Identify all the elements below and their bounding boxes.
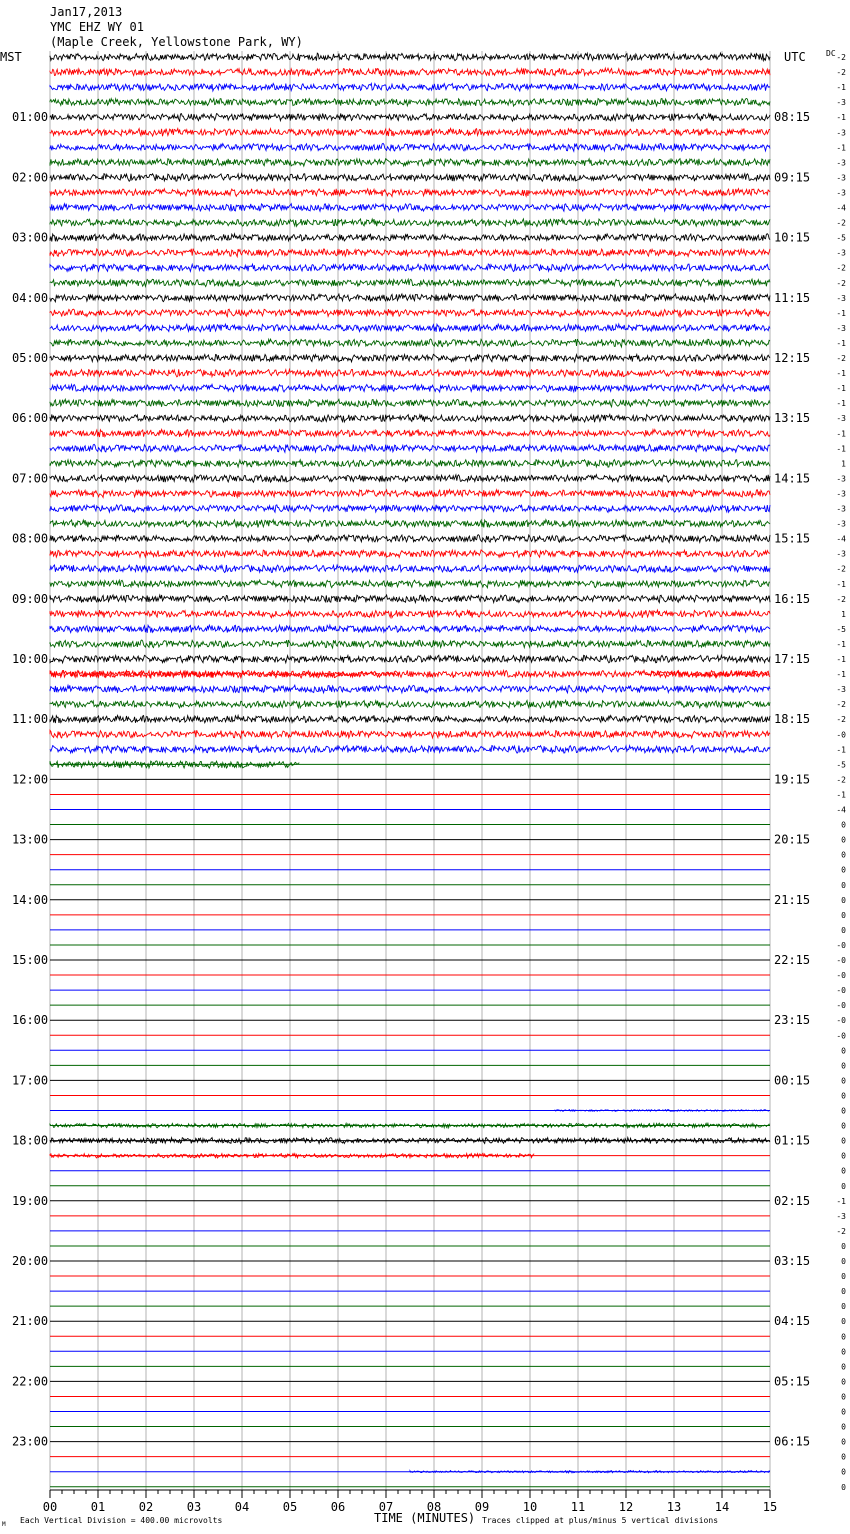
trace-row-36 bbox=[50, 595, 770, 603]
trace-row-38 bbox=[50, 625, 770, 633]
dc-offset-label: -1 bbox=[836, 308, 846, 318]
dc-offset-label: -0 bbox=[836, 1016, 846, 1026]
header-location: (Maple Creek, Yellowstone Park, WY) bbox=[50, 35, 303, 49]
dc-offset-label: -2 bbox=[836, 354, 846, 363]
dc-offset-label: -2 bbox=[836, 278, 846, 288]
right-hour-label: 20:15 bbox=[774, 832, 811, 847]
dc-offset-label: -3 bbox=[836, 293, 846, 303]
trace-row-30 bbox=[50, 505, 770, 513]
trace-row-5 bbox=[50, 128, 770, 136]
left-hour-label: 03:00 bbox=[12, 230, 49, 245]
right-hour-label: 05:15 bbox=[774, 1374, 811, 1389]
dc-offset-label: -5 bbox=[836, 624, 846, 634]
trace-row-17 bbox=[50, 309, 770, 317]
trace-row-28 bbox=[50, 475, 770, 483]
left-hour-label: 05:00 bbox=[12, 351, 49, 365]
x-tick-label: 14 bbox=[714, 1500, 730, 1514]
right-hour-label: 13:15 bbox=[774, 411, 811, 426]
dc-offset-label: 0 bbox=[841, 910, 846, 920]
dc-offset-label: 0 bbox=[841, 1166, 846, 1176]
right-hour-label: 03:15 bbox=[774, 1254, 811, 1268]
dc-offset-label: 0 bbox=[841, 1422, 846, 1432]
trace-row-19 bbox=[50, 339, 770, 347]
trace-row-34 bbox=[50, 565, 770, 573]
dc-offset-label: -3 bbox=[836, 248, 846, 258]
trace-row-33 bbox=[50, 550, 770, 558]
left-hour-label: 18:00 bbox=[12, 1133, 49, 1148]
trace-row-2 bbox=[50, 83, 770, 91]
left-hour-label: 01:00 bbox=[12, 110, 49, 125]
dc-offset-label: 0 bbox=[841, 1046, 846, 1056]
trace-row-9 bbox=[50, 189, 770, 197]
x-tick-label: 09 bbox=[474, 1500, 490, 1514]
trace-row-37 bbox=[50, 610, 770, 618]
corner-mark: M bbox=[2, 1521, 6, 1528]
dc-offset-label: -4 bbox=[836, 805, 846, 815]
right-hour-label: 12:15 bbox=[774, 351, 811, 365]
trace-row-0 bbox=[50, 53, 770, 61]
dc-offset-label: 0 bbox=[841, 1332, 846, 1342]
right-hour-label: 09:15 bbox=[774, 170, 811, 185]
x-tick-label: 01 bbox=[90, 1500, 106, 1514]
x-tick-label: 04 bbox=[234, 1500, 250, 1514]
dc-offset-label: 1 bbox=[841, 609, 846, 619]
left-axis-title: MST bbox=[0, 50, 22, 64]
right-hour-label: 19:15 bbox=[774, 772, 811, 787]
right-hour-label: 21:15 bbox=[774, 892, 811, 907]
dc-offset-label: -3 bbox=[836, 158, 846, 168]
header-date: Jan17,2013 bbox=[50, 5, 123, 19]
dc-offset-label: -3 bbox=[836, 519, 846, 529]
trace-row-35 bbox=[50, 580, 770, 588]
dc-offset-label: 0 bbox=[841, 1347, 846, 1357]
right-hour-label: 18:15 bbox=[774, 712, 811, 727]
right-hour-label: 08:15 bbox=[774, 110, 811, 125]
x-tick-label: 11 bbox=[570, 1500, 586, 1514]
left-hour-label: 17:00 bbox=[12, 1073, 49, 1088]
dc-offset-label: 0 bbox=[841, 1091, 846, 1101]
dc-offset-label: -2 bbox=[836, 594, 846, 604]
left-hour-label: 10:00 bbox=[12, 652, 49, 666]
right-hour-label: 11:15 bbox=[774, 290, 811, 305]
trace-row-44 bbox=[50, 715, 770, 723]
x-tick-label: 12 bbox=[618, 1500, 634, 1514]
trace-row-6 bbox=[50, 143, 770, 151]
trace-row-14 bbox=[50, 264, 770, 272]
trace-row-18 bbox=[50, 324, 770, 332]
dc-offset-label: -1 bbox=[836, 670, 846, 680]
dc-offset-label: -3 bbox=[836, 323, 846, 333]
left-hour-label: 20:00 bbox=[12, 1254, 49, 1268]
dc-offset-label: -3 bbox=[836, 1211, 846, 1221]
x-tick-label: 13 bbox=[666, 1500, 682, 1514]
dc-offset-label: 0 bbox=[841, 925, 846, 935]
clip-note: Traces clipped at plus/minus 5 vertical divisions bbox=[482, 1516, 719, 1525]
trace-row-4 bbox=[50, 114, 770, 122]
dc-offset-label: 0 bbox=[841, 835, 846, 845]
left-hour-label: 16:00 bbox=[12, 1013, 49, 1028]
dc-offset-label: 1 bbox=[841, 459, 846, 469]
trace-row-8 bbox=[50, 174, 770, 182]
trace-row-46 bbox=[50, 746, 770, 754]
dc-offset-label: -3 bbox=[836, 504, 846, 514]
x-tick-label: 10 bbox=[522, 1500, 538, 1514]
dc-offset-label: -2 bbox=[836, 700, 846, 710]
left-hour-label: 19:00 bbox=[12, 1193, 49, 1208]
right-hour-label: 02:15 bbox=[774, 1193, 811, 1208]
dc-offset-label: -0 bbox=[836, 730, 846, 740]
dc-offset-labels bbox=[836, 53, 846, 1492]
x-axis-label: TIME (MINUTES) bbox=[374, 1511, 476, 1525]
right-hour-label: 22:15 bbox=[774, 953, 811, 967]
dc-offset-label: 0 bbox=[841, 1151, 846, 1161]
left-hour-label: 04:00 bbox=[12, 290, 49, 305]
left-hour-label: 02:00 bbox=[12, 170, 49, 185]
dc-offset-label: -2 bbox=[836, 53, 846, 62]
dc-offset-label: 0 bbox=[841, 1482, 846, 1492]
dc-offset-label: 0 bbox=[841, 850, 846, 860]
dc-offset-label: -1 bbox=[836, 384, 846, 394]
right-hour-label: 23:15 bbox=[774, 1013, 811, 1028]
trace-row-41-segment-0 bbox=[50, 670, 208, 678]
left-hour-label: 12:00 bbox=[12, 772, 49, 787]
dc-offset-label: -1 bbox=[836, 790, 846, 800]
dc-offset-label: -3 bbox=[836, 128, 846, 138]
dc-offset-label: 0 bbox=[841, 1407, 846, 1417]
trace-row-23 bbox=[50, 399, 770, 407]
right-hour-label: 17:15 bbox=[774, 652, 811, 666]
trace-row-22 bbox=[50, 384, 770, 392]
dc-offset-label: 0 bbox=[841, 1241, 846, 1251]
trace-row-94-segment-0 bbox=[410, 1471, 770, 1473]
trace-row-70-segment-0 bbox=[554, 1110, 770, 1112]
dc-offset-label: 0 bbox=[841, 1272, 846, 1282]
left-hour-label: 13:00 bbox=[12, 832, 49, 847]
x-tick-label: 02 bbox=[138, 1500, 154, 1514]
dc-offset-label: -5 bbox=[836, 760, 846, 770]
trace-row-24 bbox=[50, 415, 770, 423]
trace-row-32 bbox=[50, 535, 770, 543]
right-hour-label: 00:15 bbox=[774, 1073, 811, 1088]
dc-offset-label: 0 bbox=[841, 1287, 846, 1297]
dc-offset-label: 0 bbox=[841, 1437, 846, 1447]
dc-offset-label: -2 bbox=[836, 68, 846, 78]
right-hour-labels bbox=[774, 110, 810, 1448]
dc-offset-label: -3 bbox=[836, 474, 846, 484]
dc-offset-label: 0 bbox=[841, 1377, 846, 1387]
dc-offset-label: -1 bbox=[836, 745, 846, 755]
dc-offset-label: 0 bbox=[841, 1302, 846, 1312]
dc-offset-label: -1 bbox=[836, 444, 846, 454]
trace-row-20 bbox=[50, 354, 770, 362]
trace-row-43 bbox=[50, 700, 770, 708]
dc-offset-label: 0 bbox=[841, 1181, 846, 1191]
trace-row-39 bbox=[50, 640, 770, 648]
right-hour-label: 10:15 bbox=[774, 230, 811, 245]
trace-row-45 bbox=[50, 730, 770, 738]
x-tick-label: 15 bbox=[762, 1500, 778, 1514]
left-hour-label: 07:00 bbox=[12, 471, 49, 486]
left-hour-label: 14:00 bbox=[12, 892, 49, 907]
trace-row-25 bbox=[50, 429, 770, 437]
dc-offset-label: 0 bbox=[841, 1076, 846, 1086]
trace-row-3 bbox=[50, 98, 770, 106]
left-hour-label: 22:00 bbox=[12, 1374, 49, 1389]
dc-offset-label: -1 bbox=[836, 338, 846, 348]
dc-offset-label: -3 bbox=[836, 549, 846, 559]
dc-offset-label: -5 bbox=[836, 233, 846, 243]
dc-offset-label: -3 bbox=[836, 188, 846, 198]
dc-offset-label: -1 bbox=[836, 1196, 846, 1206]
dc-offset-label: 0 bbox=[841, 820, 846, 830]
dc-offset-label: -4 bbox=[836, 534, 846, 544]
dc-offset-label: 0 bbox=[841, 895, 846, 905]
dc-offset-label: 0 bbox=[841, 1317, 846, 1327]
trace-row-10 bbox=[50, 204, 770, 212]
trace-row-16 bbox=[50, 294, 770, 302]
trace-row-42 bbox=[50, 685, 770, 693]
left-hour-label: 08:00 bbox=[12, 531, 49, 546]
trace-row-15 bbox=[50, 279, 770, 287]
trace-row-27 bbox=[50, 460, 770, 468]
header-station: YMC EHZ WY 01 bbox=[50, 20, 144, 34]
right-hour-label: 04:15 bbox=[774, 1314, 811, 1329]
dc-offset-label: -2 bbox=[836, 715, 846, 725]
dc-offset-label: 0 bbox=[841, 1121, 846, 1131]
x-tick-label: 08 bbox=[426, 1500, 442, 1514]
dc-offset-label: 0 bbox=[841, 865, 846, 875]
dc-offset-label: -2 bbox=[836, 564, 846, 574]
left-hour-label: 21:00 bbox=[12, 1314, 49, 1329]
right-axis-title: UTC bbox=[784, 50, 806, 64]
dc-offset-label: 0 bbox=[841, 880, 846, 890]
dc-label: DC bbox=[826, 49, 836, 58]
dc-offset-label: 0 bbox=[841, 1362, 846, 1372]
dc-offset-label: -0 bbox=[836, 940, 846, 950]
dc-offset-label: -1 bbox=[836, 143, 846, 153]
dc-offset-label: -2 bbox=[836, 218, 846, 228]
dc-offset-label: -3 bbox=[836, 685, 846, 695]
left-hour-label: 06:00 bbox=[12, 411, 49, 426]
dc-offset-label: 0 bbox=[841, 1392, 846, 1402]
dc-offset-label: 0 bbox=[841, 1061, 846, 1071]
trace-row-7 bbox=[50, 159, 770, 167]
trace-row-31 bbox=[50, 520, 770, 528]
right-hour-label: 16:15 bbox=[774, 591, 811, 606]
dc-offset-label: -1 bbox=[836, 83, 846, 93]
dc-offset-label: -0 bbox=[836, 1001, 846, 1011]
dc-offset-label: -4 bbox=[836, 203, 846, 213]
dc-offset-label: -0 bbox=[836, 956, 846, 965]
dc-offset-label: -1 bbox=[836, 369, 846, 379]
x-tick-label: 03 bbox=[186, 1500, 202, 1514]
dc-offset-label: 0 bbox=[841, 1467, 846, 1477]
trace-row-21 bbox=[50, 369, 770, 377]
dc-offset-label: 0 bbox=[841, 1106, 846, 1116]
dc-offset-label: -3 bbox=[836, 489, 846, 499]
trace-row-11 bbox=[50, 219, 770, 227]
dc-offset-label: -1 bbox=[836, 655, 846, 664]
trace-row-1 bbox=[50, 68, 770, 76]
left-hour-labels bbox=[12, 110, 48, 1448]
trace-group bbox=[50, 53, 770, 1487]
dc-offset-label: 0 bbox=[841, 1452, 846, 1462]
dc-offset-label: 0 bbox=[841, 1257, 846, 1266]
trace-row-13 bbox=[50, 249, 770, 257]
scale-note: Each Vertical Division = 400.00 microvolts bbox=[20, 1516, 223, 1525]
dc-offset-label: -3 bbox=[836, 98, 846, 108]
dc-offset-label: -0 bbox=[836, 986, 846, 996]
dc-offset-label: -2 bbox=[836, 775, 846, 785]
trace-row-40 bbox=[50, 655, 770, 663]
left-hour-label: 09:00 bbox=[12, 591, 49, 606]
left-hour-label: 11:00 bbox=[12, 712, 49, 727]
dc-offset-label: -3 bbox=[836, 414, 846, 424]
left-hour-label: 23:00 bbox=[12, 1434, 49, 1449]
trace-row-12 bbox=[50, 234, 770, 242]
right-hour-label: 14:15 bbox=[774, 471, 811, 486]
trace-row-29 bbox=[50, 490, 770, 498]
dc-offset-label: -1 bbox=[836, 429, 846, 439]
trace-row-26 bbox=[50, 444, 770, 452]
x-tick-label: 00 bbox=[42, 1500, 58, 1514]
dc-offset-label: -2 bbox=[836, 1226, 846, 1236]
x-tick-label: 07 bbox=[378, 1500, 394, 1514]
dc-offset-label: -1 bbox=[836, 579, 846, 589]
dc-offset-label: -3 bbox=[836, 173, 846, 183]
dc-offset-label: -1 bbox=[836, 639, 846, 649]
x-tick-label: 06 bbox=[330, 1500, 346, 1514]
right-hour-label: 15:15 bbox=[774, 531, 811, 546]
dc-offset-label: 0 bbox=[841, 1136, 846, 1146]
dc-offset-label: -0 bbox=[836, 971, 846, 981]
left-hour-label: 15:00 bbox=[12, 953, 49, 967]
right-hour-label: 01:15 bbox=[774, 1133, 811, 1148]
dc-offset-label: -1 bbox=[836, 113, 846, 123]
dc-offset-label: -2 bbox=[836, 263, 846, 273]
x-tick-label: 05 bbox=[282, 1500, 298, 1514]
dc-offset-label: -1 bbox=[836, 399, 846, 409]
dc-offset-label: -0 bbox=[836, 1031, 846, 1041]
right-hour-label: 06:15 bbox=[774, 1434, 811, 1449]
